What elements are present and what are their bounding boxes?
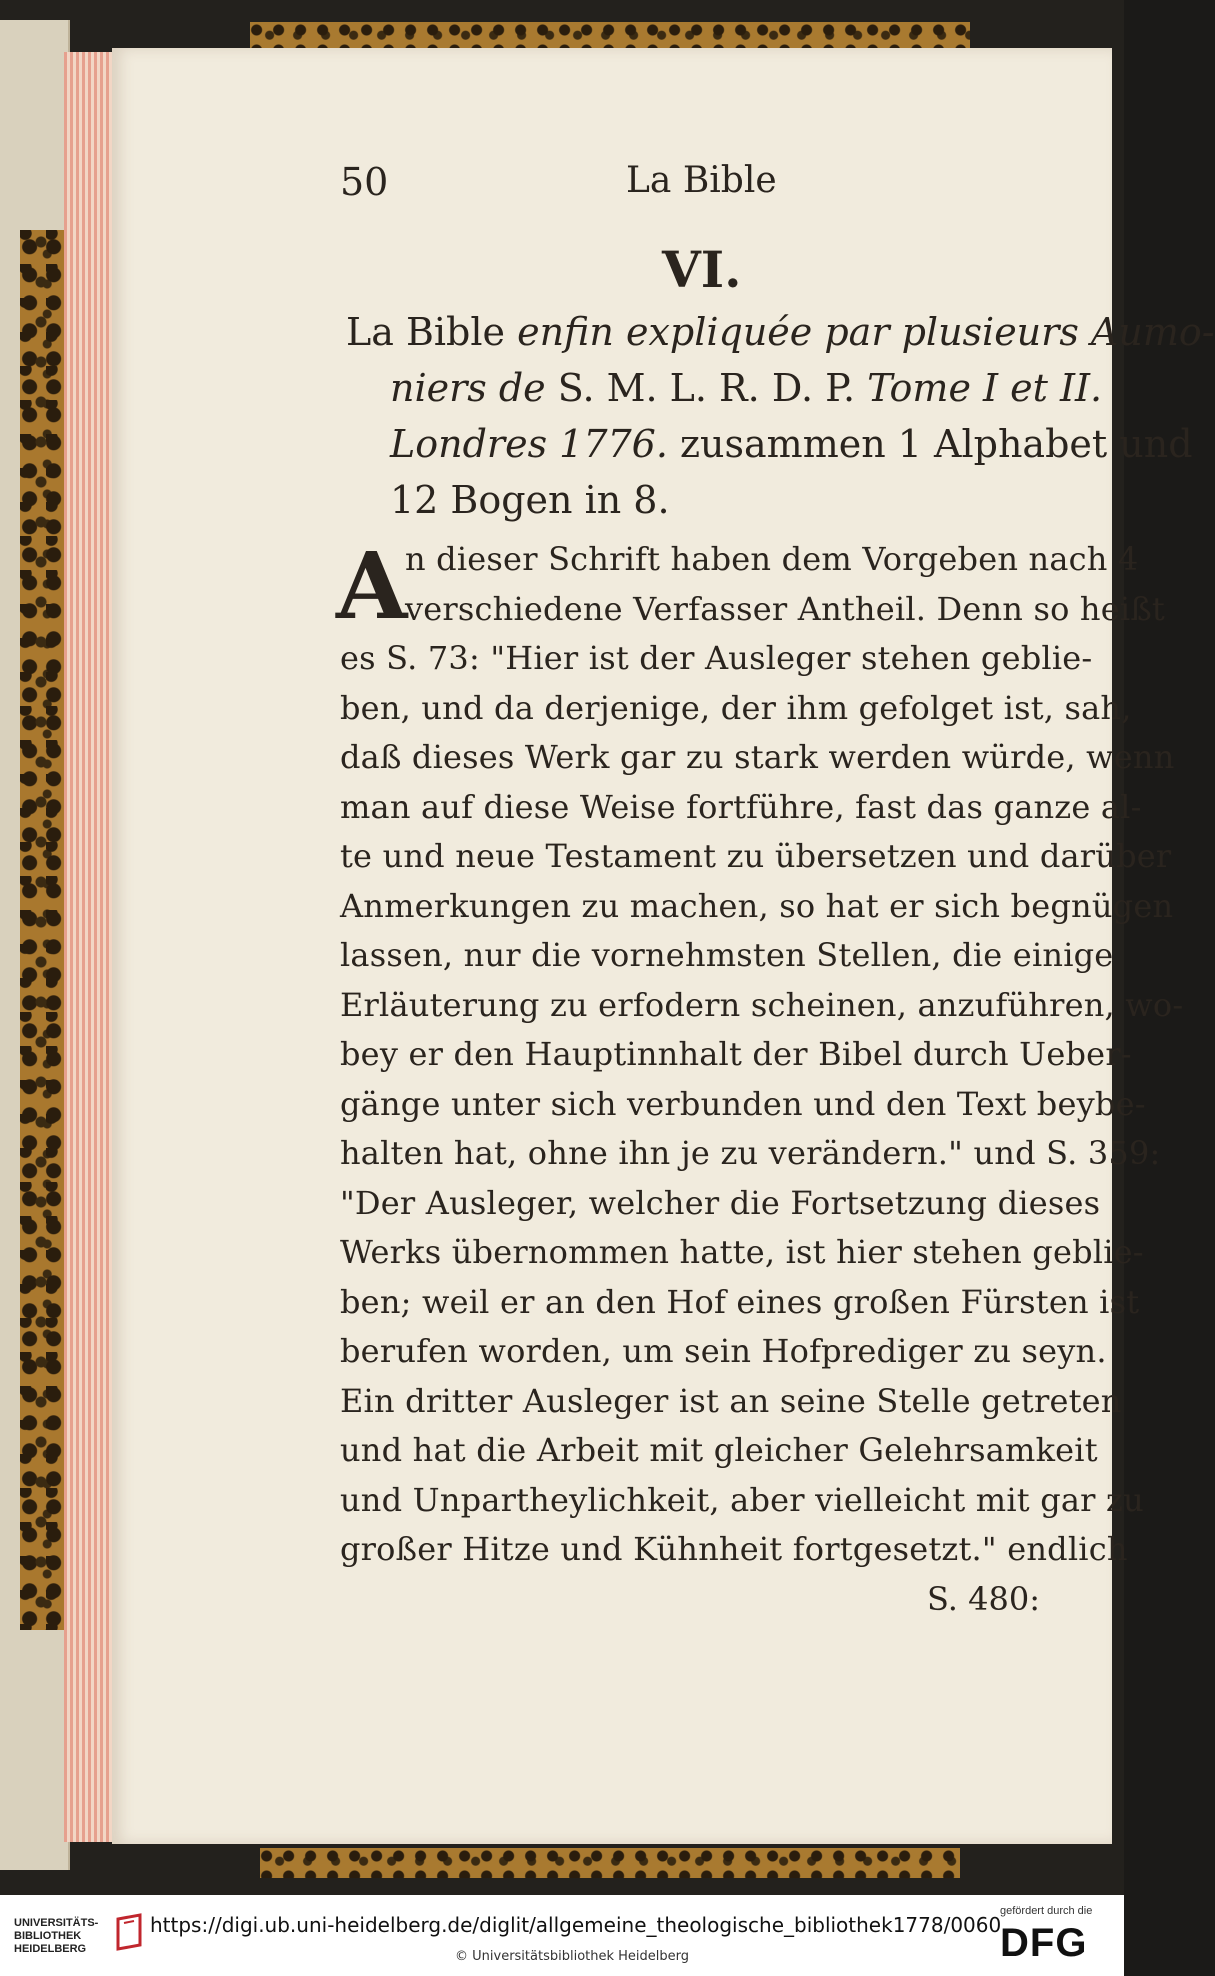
body-line: es S. 73: "Hier ist der Ausleger stehen geblie- <box>340 639 1093 677</box>
body-line: bey er den Hauptinnhalt der Bibel durch Ueber- <box>340 1035 1132 1073</box>
library-logo: UNIVERSITÄTS- BIBLIOTHEK HEIDELBERG <box>14 1917 99 1955</box>
title-line-3: Londres 1776. zusammen 1 Alphabet und <box>390 422 1193 466</box>
body-line: daß dieses Werk gar zu stark werden würde, wenn <box>340 738 1175 776</box>
body-line: berufen worden, um sein Hofprediger zu seyn. <box>340 1332 1107 1370</box>
body-line: Anmerkungen zu machen, so hat er sich begnügen <box>340 886 1174 925</box>
copyright-notice: © Universitätsbibliothek Heidelberg <box>455 1949 690 1964</box>
body-line: lassen, nur die vornehmsten Stellen, die einige <box>340 936 1114 974</box>
title-line-4: 12 Bogen in 8. <box>390 478 670 522</box>
body-line: gänge unter sich verbunden und den Text beybe- <box>340 1084 1146 1123</box>
title-line-2: niers de S. M. L. R. D. P. Tome I et II. <box>390 366 1103 410</box>
body-line: te und neue Testament zu übersetzen und darüber <box>340 837 1172 875</box>
body-line: und hat die Arbeit mit gleicher Gelehrsamkeit <box>340 1431 1098 1469</box>
body-line: Ein dritter Ausleger ist an seine Stelle getreten <box>340 1381 1122 1420</box>
permalink-url[interactable]: https://digi.ub.uni-heidelberg.de/diglit/allgemeine_theologische_bibliothek1778/0060 <box>150 1913 1002 1937</box>
body-line: ben; weil er an den Hof eines großen Fürsten ist <box>340 1282 1140 1321</box>
title-line-1: La Bible enfin expliquée par plusieurs Aumo- <box>346 310 1215 354</box>
body-line: n dieser Schrift haben dem Vorgeben nach 4 <box>405 540 1139 578</box>
library-mark-icon <box>112 1909 146 1955</box>
running-head: La Bible <box>626 160 777 201</box>
catchword: S. 480: <box>927 1579 1040 1618</box>
body-line: verschiedene Verfasser Antheil. Denn so heißt <box>405 589 1165 628</box>
body-line: man auf diese Weise fortführe, fast das ganze al- <box>340 787 1142 826</box>
page-edges <box>64 52 116 1842</box>
body-line: Werks übernommen hatte, ist hier stehen geblie- <box>340 1233 1144 1271</box>
footer-bar <box>0 1895 1124 1976</box>
page-number: 50 <box>340 160 389 204</box>
body-line: "Der Ausleger, welcher die Fortsetzung dieses <box>340 1183 1101 1222</box>
body-line: ben, und da derjenige, der ihm gefolget ist, sah, <box>340 688 1132 727</box>
body-line: Erläuterung zu erfodern scheinen, anzuführen, wo- <box>340 985 1184 1024</box>
body-line: großer Hitze und Kühnheit fortgesetzt." endlich <box>340 1530 1128 1568</box>
funded-by-label: gefördert durch die <box>1000 1905 1093 1917</box>
section-number: VI. <box>662 240 742 299</box>
body-line: und Unpartheylichkeit, aber vielleicht mit gar zu <box>340 1480 1144 1519</box>
dfg-logo: DFG <box>1000 1921 1088 1965</box>
body-line: halten hat, ohne ihn je zu verändern." und S. 359: <box>340 1134 1161 1172</box>
marbled-edge-bottom <box>260 1848 960 1878</box>
drop-cap: A <box>336 532 408 640</box>
